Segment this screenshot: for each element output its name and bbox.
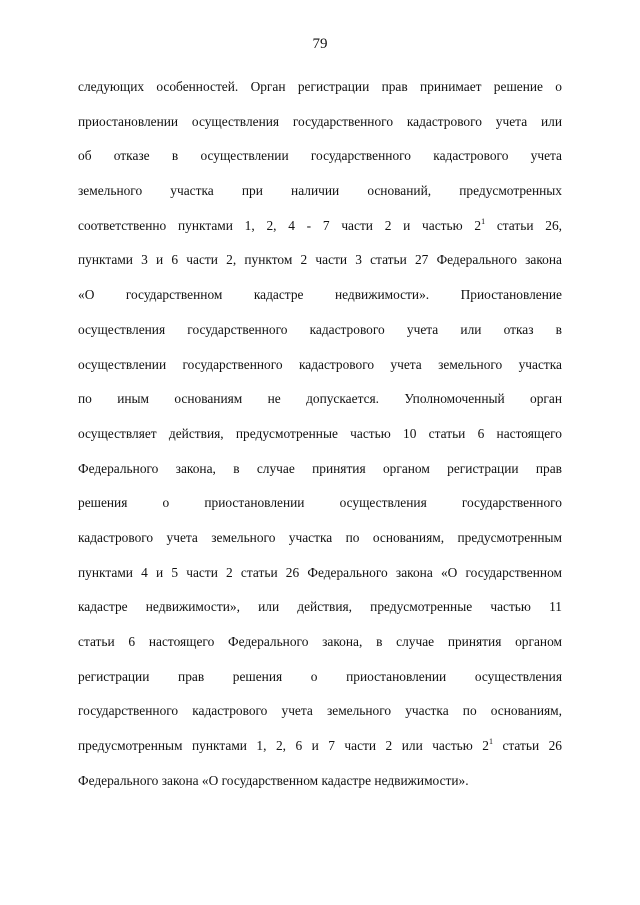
text-line: Федерального закона, в случае принятия органом регистрации прав xyxy=(78,460,562,476)
text-line: пунктами 4 и 5 части 2 статьи 26 Федерального закона «О государственном xyxy=(78,564,562,580)
text-line: «О государственном кадастре недвижимости». Приостановление xyxy=(78,287,562,303)
text-line: об отказе в осуществлении государственного кадастрового учета xyxy=(78,148,562,164)
text-line: статьи 6 настоящего Федерального закона, в случае принятия органом xyxy=(78,634,562,649)
text-line-last: Федерального закона «О государственном кадастре недвижимости». xyxy=(78,772,469,788)
text-line-tail: статьи 26, xyxy=(485,217,563,233)
text-line: по иным основаниям не допускается. Уполномоченный орган xyxy=(78,391,562,407)
page-number: 79 xyxy=(312,36,328,52)
text-line-main: предусмотренным пунктами 1, 2, 6 и 7 части 2 или частью 2 xyxy=(78,738,489,754)
text-line: пунктами 3 и 6 части 2, пунктом 2 части 3 статьи 27 Федерального закона xyxy=(78,252,562,268)
superscript: 1 xyxy=(481,216,486,226)
text-line: регистрации прав решения о приостановлении осуществления xyxy=(78,668,562,684)
text-line: следующих особенностей. Орган регистрации прав принимает решение о xyxy=(78,79,562,94)
text-line: государственного кадастрового учета земельного участка по основаниям, xyxy=(78,703,562,719)
text-line: решения о приостановлении осуществления государственного xyxy=(78,495,562,511)
text-line: земельного участка при наличии оснований, предусмотренных xyxy=(78,183,562,199)
text-line-with-footnote xyxy=(78,729,562,764)
superscript: 1 xyxy=(488,737,493,747)
text-line-tail: статьи 26 xyxy=(492,738,562,754)
text-line: осуществлении государственного кадастрового учета земельного участка xyxy=(78,356,562,372)
text-line: приостановлении осуществления государственного кадастрового учета или xyxy=(78,113,562,129)
text-line-main: соответственно пунктами 1, 2, 4 - 7 части 2 и частью 2 xyxy=(78,217,482,233)
text-line-with-footnote xyxy=(78,209,562,244)
text-line: осуществления государственного кадастрового учета или отказ в xyxy=(78,321,562,337)
body-text xyxy=(78,70,562,798)
text-line: кадастре недвижимости», или действия, предусмотренные частью 11 xyxy=(78,599,562,615)
text-line: кадастрового учета земельного участка по основаниям, предусмотренным xyxy=(78,529,562,545)
text-line: осуществляет действия, предусмотренные частью 10 статьи 6 настоящего xyxy=(78,425,562,441)
